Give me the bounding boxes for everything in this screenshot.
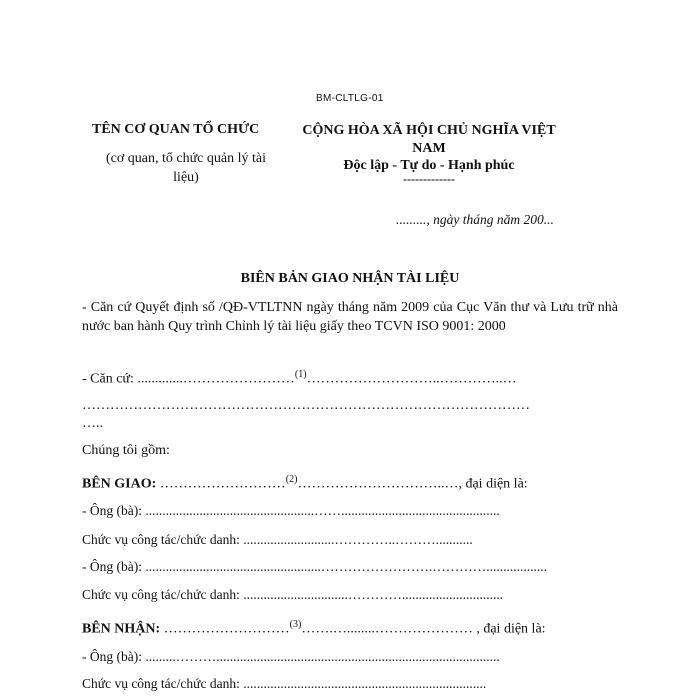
- legal-basis-paragraph: - Căn cứ Quyết định số /QĐ-VTLTNN ngày tháng năm 2009 của Cục Văn thư và Lưu trữ nhà nước ban hành Quy trình Chỉnh lý tài liệu giấy theo TCVN ISO 9001: 2000: [82, 300, 618, 334]
- basis-continuation: ……………………………………………………………………………………: [82, 398, 530, 413]
- giver-position-2: Chức vụ công tác/chức danh: ...............................…………..............................: [82, 587, 504, 602]
- basis-label: - Căn cứ:: [82, 371, 138, 387]
- footnote-2: (2): [285, 474, 298, 485]
- giver-line: [82, 474, 528, 493]
- footnote-1: (1): [294, 369, 307, 380]
- giver-suffix: đại diện là:: [465, 476, 528, 492]
- basis-line: [82, 369, 517, 388]
- receiver-label: BÊN NHẬN:: [82, 621, 161, 637]
- giver-person-1: - Ông (bà): ..................................................……...............................................: [82, 503, 500, 518]
- receiver-person-1: - Ông (bà): .........………....................................................................................: [82, 649, 500, 664]
- participants-intro: Chúng tôi gồm:: [82, 443, 170, 458]
- receiver-position-1: Chức vụ công tác/chức danh: ........................................................................: [82, 676, 487, 691]
- receiver-suffix: đại diện là:: [483, 621, 546, 637]
- basis-dots-a: .............……………………: [137, 371, 295, 387]
- receiver-dots-b: …….…........………………… ,: [301, 621, 484, 637]
- document-title: BIÊN BẢN GIAO NHẬN TÀI LIỆU: [240, 271, 460, 286]
- receiver-line: [82, 619, 546, 638]
- form-code: BM-CLTLG-01: [316, 93, 384, 104]
- footnote-3: (3): [289, 619, 302, 630]
- nation-motto: Độc lập - Tự do - Hạnh phúc: [343, 158, 515, 173]
- receiver-dots-a: ………………………: [160, 621, 290, 637]
- giver-label: BÊN GIAO:: [82, 476, 157, 492]
- giver-dots-a: ………………………: [156, 476, 286, 492]
- org-note: (cơ quan, tổ chức quản lý tài liệu): [106, 151, 266, 185]
- motto-underline: -------------: [403, 172, 455, 186]
- basis-dots-b: ………………………..…………..…: [306, 371, 517, 387]
- giver-position-1: Chức vụ công tác/chức danh: ...........................…………..………...........: [82, 532, 473, 547]
- date-line: ........., ngày tháng năm 200...: [396, 212, 554, 227]
- basis-continuation-end: …..: [82, 416, 103, 431]
- org-name: TÊN CƠ QUAN TỔ CHỨC: [92, 122, 260, 137]
- nation-title: CỘNG HÒA XÃ HỘI CHỦ NGHĨA VIỆT NAM: [302, 123, 556, 156]
- giver-person-2: - Ông (bà): ....................................................…………………….…………..................: [82, 559, 547, 574]
- giver-dots-b: …………………………..…,: [297, 476, 466, 492]
